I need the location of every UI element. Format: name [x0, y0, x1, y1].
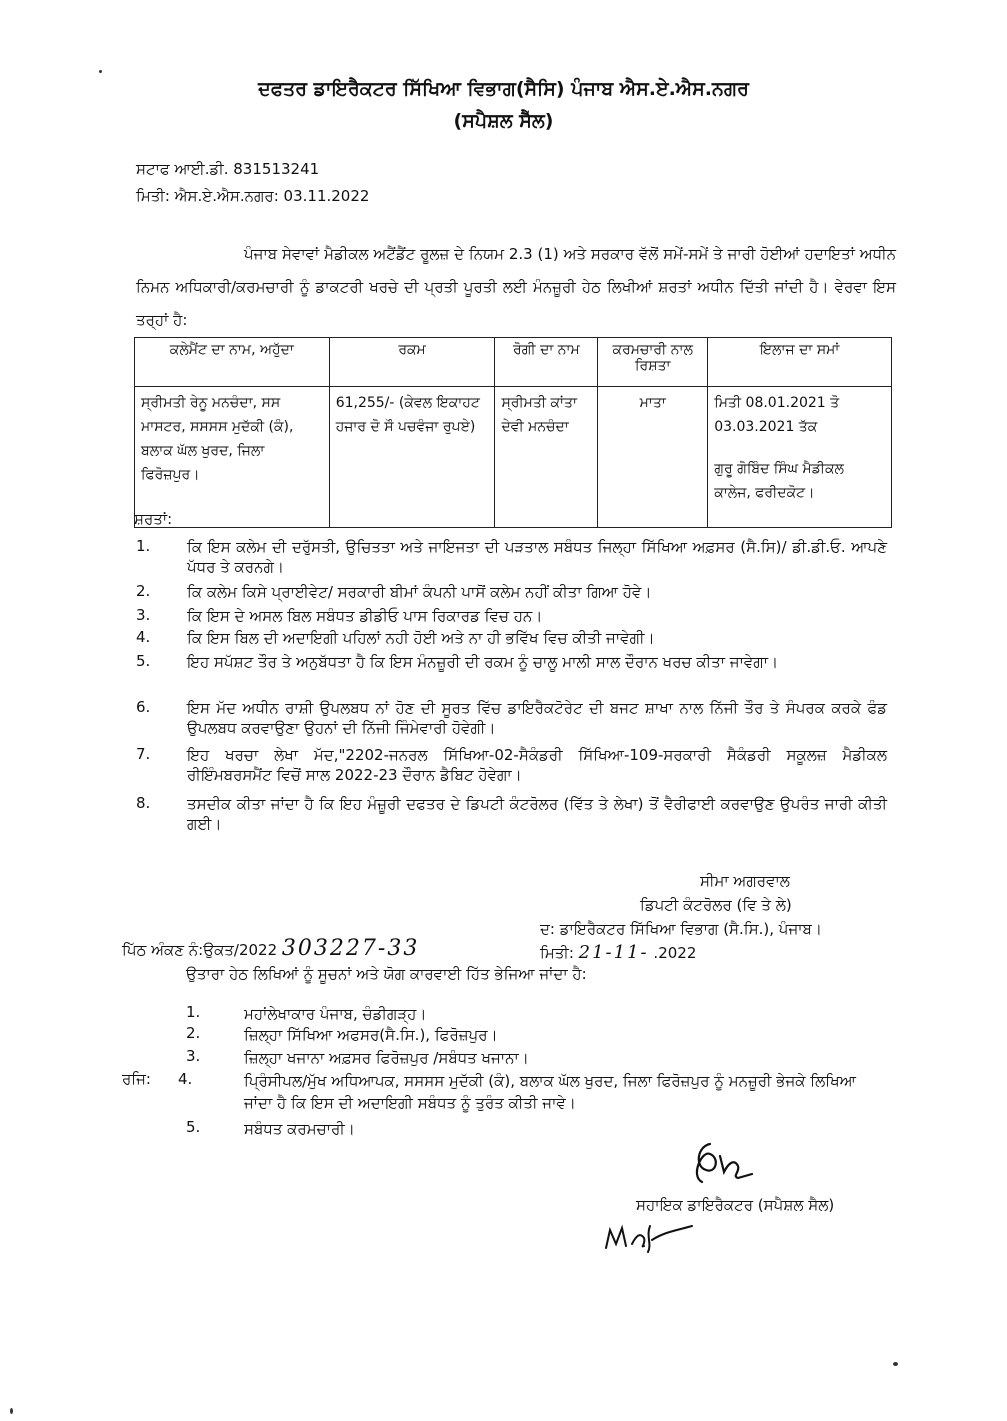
intro-paragraph: ਪੰਜਾਬ ਸੇਵਾਵਾਂ ਮੈਡੀਕਲ ਅਟੈਂਡੈਂਟ ਰੂਲਜ਼ ਦੇ ਨਿਯਮ 2.3 (1) ਅਤੇ ਸਰਕਾਰ ਵੱਲੋਂ ਸਮੇਂ-ਸਮੇਂ ਤੇ ਜਾਰੀ ਹੋਈਆਂ ਹਦਾਇਤਾਂ ਅਧੀਨ ਨਿਮਨ ਅਧਿਕਾਰੀ/ਕਰਮਚਾਰੀ ਨੂੰ ਡਾਕਟਰੀ ਖਰਚੇ ਦੀ ਪ੍ਰਤੀ ਪੂਰਤੀ ਲਈ ਮੰਨਜ਼ੂਰੀ ਹੇਠ ਲਿਖੀਆਂ ਸ਼ਰਤਾਂ ਅਧੀਨ ਦਿੱਤੀ ਜਾਂਦੀ ਹੈ। ਵੇਰਵਾ ਇਸ ਤਰ੍ਹਾਂ ਹੈ: — [136, 245, 896, 329]
office-title: ਦਫਤਰ ਡਾਇਰੈਕਟਰ ਸਿੱਖਿਆ ਵਿਭਾਗ(ਸੈਸਿ) ਪੰਜਾਬ ਐਸ.ਏ.ਐਸ.ਨਗਰ — [258, 78, 749, 100]
forwarding-note: ਉਤਾਰਾ ਹੇਠ ਲਿਖਿਆਂ ਨੂੰ ਸੂਚਨਾਂ ਅਤੇ ਯੋਗ ਕਾਰਵਾਈ ਹਿੱਤ ਭੇਜਿਆ ਜਾਂਦਾ ਹੈ: — [186, 965, 587, 983]
condition-text: ਕਿ ਇਸ ਦੇ ਅਸਲ ਬਿਲ ਸਬੰਧਤ ਡੀਡੀਓ ਪਾਸ ਰਿਕਾਰਡ ਵਿਚ ਹਨ। — [187, 607, 543, 625]
conditions-label: ਸ਼ਰਤਾਂ: — [134, 510, 173, 528]
signatory-office: ਦ: ਡਾਇਰੈਕਟਰ ਸਿੱਖਿਆ ਵਿਭਾਗ (ਸੈ.ਸਿ.), ਪੰਜਾਬ। — [540, 920, 823, 938]
condition-text: ਕਿ ਇਸ ਬਿਲ ਦੀ ਅਦਾਇਗੀ ਪਹਿਲਾਂ ਨਹੀ ਹੋਈ ਅਤੇ ਨਾ ਹੀ ਭਵਿੱਖ ਵਿਚ ਕੀਤੀ ਜਾਵੇਗੀ। — [187, 629, 655, 647]
scan-speck — [10, 1408, 13, 1414]
column-header: ਕਲੇਮੈਂਟ ਦਾ ਨਾਮ, ਅਹੁੱਦਾ — [135, 338, 330, 387]
patient-cell: ਸ੍ਰੀਮਤੀ ਕਾਂਤਾ ਦੇਵੀ ਮਨਚੰਦਾ — [495, 387, 598, 528]
condition-text: ਇਹ ਖਰਚਾ ਲੇਖਾ ਮੱਦ,"2202-ਜਨਰਲ ਸਿੱਖਿਆ-02-ਸੈਕੰਡਰੀ ਸਿੱਖਿਆ-109-ਸਰਕਾਰੀ ਸੈਕੰਡਰੀ ਸਕੂਲਜ਼ ਮੈਡੀਕਲ ਰੀਇੰਮਬਰਸਮੈਂਟ ਵਿਚੋਂ ਸਾਲ 2022-23 ਦੌਰਾਨ ਡੈਬਿਟ ਹੋਵੇਗਾ। — [187, 746, 887, 784]
condition-number: 4. — [136, 628, 151, 646]
condition-text: ਕਿ ਇਸ ਕਲੇਮ ਦੀ ਦਰੁੱਸਤੀ, ਉਚਿਤਤਾ ਅਤੇ ਜਾਇਜਤਾ ਦੀ ਪੜਤਾਲ ਸਬੰਧਤ ਜਿਲ੍ਹਾ ਸਿੱਖਿਆ ਅਫ਼ਸਰ (ਸੈ.ਸਿ)/ ਡੀ.ਡੀ.ਓ. ਆਪਣੇ ਪੱਧਰ ਤੇ ਕਰਨਗੇ। — [187, 538, 887, 576]
column-header: ਰੋਗੀ ਦਾ ਨਾਮ — [495, 338, 598, 387]
signature-icon — [680, 1136, 770, 1192]
table-row — [135, 387, 892, 528]
condition-text: ਕਿ ਕਲੇਮ ਕਿਸੇ ਪ੍ਰਾਈਵੇਟ/ ਸਰਕਾਰੀ ਬੀਮਾਂ ਕੰਪਨੀ ਪਾਸੋਂ ਕਲੇਮ ਨਹੀਂ ਕੀਤਾ ਗਿਆ ਹੋਵੇ। — [187, 583, 652, 601]
condition-number: 2. — [136, 582, 151, 600]
recipient-text: ਜ਼ਿਲ੍ਹਾ ਖਜਾਨਾ ਅਫ਼ਸਰ ਫਿਰੋਜ਼ਪੁਰ /ਸਬੰਧਤ ਖਜਾਨਾ। — [244, 1049, 529, 1067]
staff-id: ਸਟਾਫ ਆਈ.ਡੀ. 831513241 — [136, 160, 320, 178]
condition-number: 6. — [136, 698, 151, 716]
condition-number: 1. — [136, 537, 151, 555]
column-header: ਇਲਾਜ ਦਾ ਸਮਾਂ — [708, 338, 892, 387]
condition-number: 7. — [136, 745, 151, 763]
registered-label: ਰਜਿ: — [122, 1070, 151, 1088]
hospital-name: ਗੁਰੂ ਗੋਬਿੰਦ ਸਿੰਘ ਮੈਡੀਕਲ ਕਾਲੇਜ, ਫਰੀਦਕੋਟ। — [714, 461, 845, 501]
recipient-number: 2. — [186, 1024, 201, 1042]
claimant-cell: ਸ੍ਰੀਮਤੀ ਰੇਨੂ ਮਨਚੰਦਾ, ਸਸ ਮਾਸਟਰ, ਸਸਸਸ ਮੁਦੱਕੀ (ਕੰ), ਬਲਾਕ ਘੱਲ ਖੁਰਦ, ਜਿਲਾ ਫਿਰੋਜ਼ਪੁਰ। — [135, 387, 330, 528]
claim-table — [134, 337, 892, 528]
handwritten-endorsement-number: 303227-33 — [281, 936, 420, 961]
recipient-number: 5. — [186, 1118, 201, 1136]
signatory-name: ਸੀਮਾ ਅਗਰਵਾਲ — [700, 872, 790, 890]
recipient-number: 4. — [178, 1070, 193, 1088]
scan-speck — [893, 1362, 898, 1366]
signatory-date — [540, 942, 696, 963]
condition-text: ਇਹ ਸਪੱਸ਼ਟ ਤੌਰ ਤੇ ਅਨੁਬੱਧਤਾ ਹੈ ਕਿ ਇਸ ਮੰਨਜ਼ੂਰੀ ਦੀ ਰਕਮ ਨੂੰ ਚਾਲੂ ਮਾਲੀ ਸਾਲ ਦੌਰਾਨ ਖਰਚ ਕੀਤਾ ਜਾਵੇਗਾ। — [187, 653, 779, 671]
recipient-text: ਸਬੰਧਤ ਕਰਮਚਾਰੀ। — [244, 1120, 355, 1138]
condition-number: 5. — [136, 652, 151, 670]
table-header-row — [135, 338, 892, 387]
footer-designation: ਸਹਾਇਕ ਡਾਇਰੈਕਟਰ (ਸਪੈਸ਼ਲ ਸੈਲ) — [636, 1196, 835, 1214]
recipient-number: 1. — [186, 1003, 201, 1021]
signatory-designation: ਡਿਪਟੀ ਕੰਟਰੋਲਰ (ਵਿ ਤੇ ਲੇ) — [640, 896, 792, 914]
scan-speck — [99, 70, 102, 73]
date-suffix: .2022 — [653, 944, 697, 962]
issue-date: ਮਿਤੀ: ਐਸ.ਏ.ਐਸ.ਨਗਰ: 03.11.2022 — [136, 187, 370, 205]
handwritten-date: 21-11- — [578, 942, 649, 963]
recipient-text: ਮਹਾਂਲੇਖਾਕਾਰ ਪੰਜਾਬ, ਚੰਡੀਗੜ੍ਹ। — [244, 1005, 427, 1023]
column-header: ਰਕਮ — [329, 338, 495, 387]
office-subtitle: (ਸਪੈਸ਼ਲ ਸੈੱਲ) — [453, 110, 554, 132]
treatment-period: ਮਿਤੀ 08.01.2021 ਤੋ 03.03.2021 ਤੱਕ — [714, 395, 840, 435]
endorsement-number — [122, 936, 419, 961]
initials-icon — [600, 1214, 700, 1258]
column-header: ਕਰਮਚਾਰੀ ਨਾਲ ਰਿਸ਼ਤਾ — [598, 338, 708, 387]
date-prefix: ਮਿਤੀ: — [540, 944, 574, 962]
condition-text: ਇਸ ਮੱਦ ਅਧੀਨ ਰਾਸ਼ੀ ਉਪਲਬਧ ਨਾਂ ਹੋਣ ਦੀ ਸੂਰਤ ਵਿੱਚ ਡਾਇਰੈਕਟੋਰੇਟ ਦੀ ਬਜਟ ਸ਼ਾਖਾ ਨਾਲ ਨਿੱਜੀ ਤੌਰ ਤੇ ਸੰਪਰਕ ਕਰਕੇ ਫੰਡ ਉਪਲਬਧ ਕਰਵਾਉਣਾ ਉਹਨਾਂ ਦੀ ਨਿੱਜੀ ਜਿੰਮੇਵਾਰੀ ਹੋਵੇਗੀ। — [187, 699, 887, 737]
relation-cell: ਮਾਤਾ — [598, 387, 708, 528]
treatment-period-cell — [708, 387, 892, 528]
recipient-text: ਜ਼ਿਲ੍ਹਾ ਸਿੱਖਿਆ ਅਫਸਰ(ਸੈ.ਸਿ.), ਫਿਰੋਜ਼ਪੁਰ। — [244, 1026, 498, 1044]
amount-cell: 61,255/- (ਕੇਵਲ ਇਕਾਹਟ ਹਜਾਰ ਦੋ ਸੌ ਪਚਵੰਜਾ ਰੁਪਏ) — [329, 387, 495, 528]
recipient-number: 3. — [186, 1047, 201, 1065]
endorsement-prefix: ਪਿੱਠ ਅੰਕਣ ਨੰ:ਉਕਤ/2022 — [122, 941, 278, 959]
condition-text: ਤਸਦੀਕ ਕੀਤਾ ਜਾਂਦਾ ਹੈ ਕਿ ਇਹ ਮੰਜ਼ੂਰੀ ਦਫਤਰ ਦੇ ਡਿਪਟੀ ਕੰਟਰੋਲਰ (ਵਿੱਤ ਤੇ ਲੇਖਾ) ਤੋਂ ਵੈਰੀਫਾਈ ਕਰਵਾਉਣ ਉਪਰੰਤ ਜਾਰੀ ਕੀਤੀ ਗਈ। — [187, 795, 887, 833]
condition-number: 8. — [136, 794, 151, 812]
recipient-text: ਪ੍ਰਿੰਸੀਪਲ/ਮੁੱਖ ਅਧਿਆਪਕ, ਸਸਸਸ ਮੁਦੱਕੀ (ਕੰ), ਬਲਾਕ ਘੱਲ ਖੁਰਦ, ਜਿਲਾ ਫਿਰੋਜ਼ਪੁਰ ਨੂੰ ਮਨਜ਼ੂਰੀ ਭੇਜਕੇ ਲਿਖਿਆ ਜਾਂਦਾ ਹੈ ਕਿ ਇਸ ਦੀ ਅਦਾਇਗੀ ਸਬੰਧਤ ਨੂੰ ਤੁਰੰਤ ਕੀਤੀ ਜਾਵੇ। — [244, 1072, 856, 1112]
condition-number: 3. — [136, 606, 151, 624]
